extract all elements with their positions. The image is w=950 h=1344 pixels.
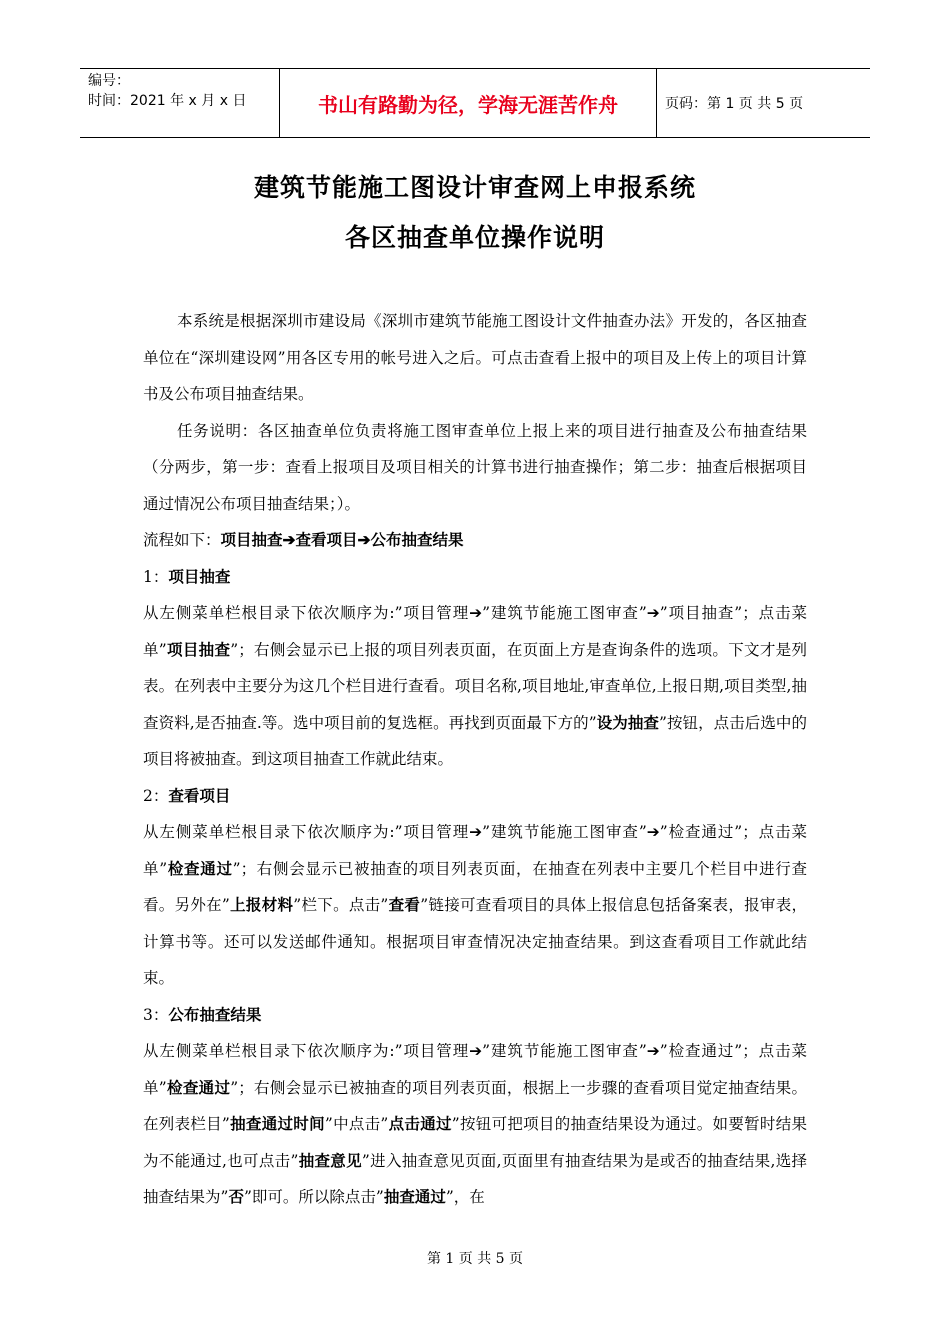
section-3-title: 公布抽查结果 bbox=[168, 1004, 262, 1024]
flow-label: 流程如下： bbox=[143, 531, 221, 549]
text-span: ”即可。所以除点击” bbox=[243, 1188, 384, 1206]
bold-term: 设为抽查 bbox=[596, 712, 659, 732]
text-span: ”；右侧会显示已被抽查的项目列表页面，在抽查在列表中主要几个栏目中进行查看。另外在” bbox=[143, 859, 807, 914]
bold-term: 抽查通过时间 bbox=[229, 1114, 325, 1133]
number-label: 编号： bbox=[88, 73, 130, 89]
section-2-paragraph bbox=[143, 814, 807, 997]
flow-steps: 项目抽查➔查看项目➔公布抽查结果 bbox=[220, 530, 464, 549]
bold-term: 检查通过 bbox=[166, 1077, 231, 1097]
document-title-line2: 各区抽查单位操作说明 bbox=[344, 223, 605, 252]
header-table bbox=[80, 68, 870, 138]
section-1-number: 1： bbox=[143, 567, 169, 586]
intro-paragraph: 本系统是根据深圳市建设局《深圳市建筑节能施工图设计文件抽查办法》开发的，各区抽查单位在“深圳建设网”用各区专用的帐号进入之后。可点击查看上报中的项目及上传上的项目计算书及公布项目抽查结果。 bbox=[143, 312, 807, 403]
text-span: ”按钮，点击后选中的项目将被抽查。到这项目抽查工作就此结束。 bbox=[143, 713, 807, 768]
section-1-heading bbox=[143, 559, 807, 596]
header-page-info: 页码：第 1 页 共 5 页 bbox=[665, 96, 804, 112]
document-title-line1: 建筑节能施工图设计审查网上申报系统 bbox=[253, 173, 696, 202]
bold-term: 检查通过 bbox=[167, 858, 233, 878]
header-meta bbox=[80, 69, 280, 137]
text-span: ”，在 bbox=[445, 1188, 485, 1206]
text-span: 从左侧菜单栏根目录下依次顺序为:”项目管理➔”建筑节能施工图审查”➔”检查通过”；点击菜单” bbox=[143, 1042, 807, 1097]
time-label: 时间：2021 年 x 月 x 日 bbox=[88, 93, 247, 109]
section-2-title: 查看项目 bbox=[168, 785, 231, 805]
text-span: ”栏下。点击” bbox=[293, 896, 389, 914]
text-span: ”；右侧会显示已被抽查的项目列表页面，根据上一步骤的查看项目觉定抽查结果。在列表栏目” bbox=[143, 1078, 807, 1133]
bold-term: 否 bbox=[228, 1187, 244, 1206]
document-body bbox=[143, 303, 807, 1216]
text-span: ”；右侧会显示已上报的项目列表页面，在页面上方是查询条件的选项。下文才是列表。在列表中主要分为这几个栏目进行查看。项目名称,项目地址,审查单位,上报日期,项目类型,抽查资料,是否抽查.等。选中项目前的复选框。再找到页面最下方的” bbox=[143, 640, 807, 732]
section-2-number: 2： bbox=[143, 786, 169, 805]
header-motto: 书山有路勤为径，学海无涯苦作舟 bbox=[280, 69, 657, 137]
bold-term: 查看 bbox=[388, 895, 421, 914]
text-span: ”中点击” bbox=[324, 1115, 389, 1133]
text-span: ”链接可查看项目的具体上报信息包括备案表，报审表，计算书等。还可以发送邮件通知。根据项目审查情况决定抽查结果。到这查看项目工作就此结束。 bbox=[143, 896, 807, 987]
bold-term: 项目抽查 bbox=[166, 639, 231, 659]
bold-term: 抽查通过 bbox=[383, 1187, 446, 1206]
text-span: ”进入抽查意见页面,页面里有抽查结果为是或否的抽查结果,选择抽查结果为” bbox=[143, 1151, 807, 1206]
page-footer: 第 1 页 共 5 页 bbox=[426, 1251, 524, 1267]
section-1-title: 项目抽查 bbox=[168, 566, 231, 586]
text-span: ”按钮可把项目的抽查结果设为通过。如要暂时结果为不能通过,也可点击” bbox=[143, 1115, 807, 1170]
bold-term: 点击通过 bbox=[388, 1114, 452, 1133]
section-3-number: 3： bbox=[143, 1005, 169, 1024]
section-2-heading bbox=[143, 778, 807, 815]
text-span: 从左侧菜单栏根目录下依次顺序为:”项目管理➔”建筑节能施工图审查”➔”检查通过”；点击菜单” bbox=[143, 823, 807, 878]
text-span: 从左侧菜单栏根目录下依次顺序为:”项目管理➔”建筑节能施工图审查”➔”项目抽查”；点击菜单” bbox=[143, 604, 807, 659]
section-3-paragraph bbox=[143, 1033, 807, 1216]
task-paragraph: 任务说明：各区抽查单位负责将施工图审查单位上报上来的项目进行抽查及公布抽查结果（分两步，第一步：查看上报项目及项目相关的计算书进行抽查操作；第二步：抽查后根据项目通过情况公布项目抽查结果；）。 bbox=[143, 421, 807, 513]
bold-term: 抽查意见 bbox=[298, 1150, 362, 1170]
bold-term: 上报材料 bbox=[229, 895, 294, 914]
section-3-heading bbox=[143, 997, 807, 1034]
flow-line bbox=[143, 522, 807, 559]
section-1-paragraph bbox=[143, 595, 807, 778]
